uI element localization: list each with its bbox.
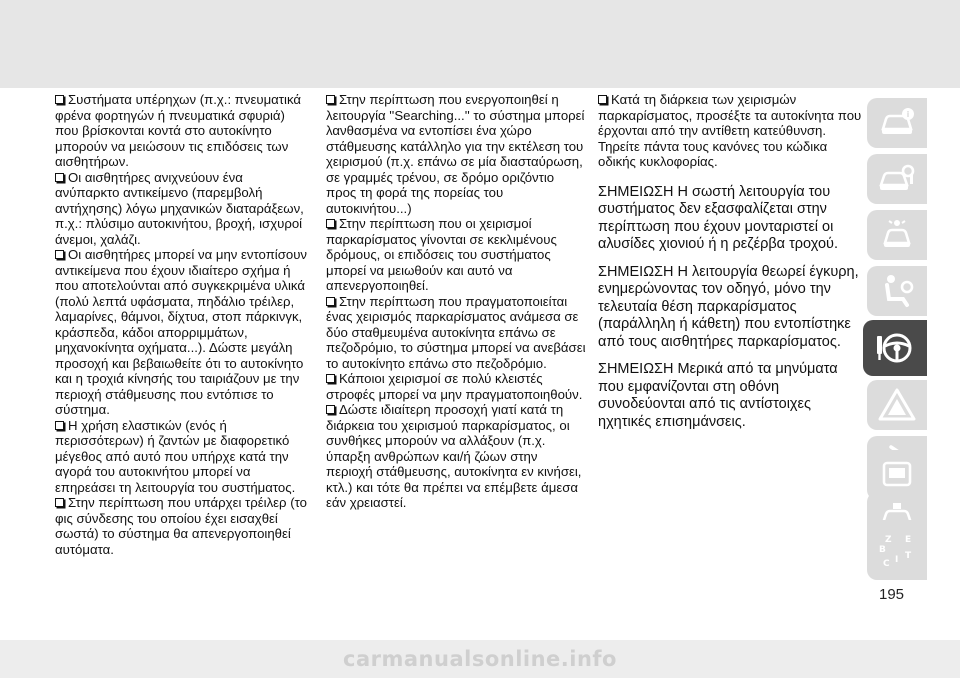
steering-wheel-icon: [875, 330, 915, 366]
note-paragraph: ΣΗΜΕΙΩΣΗ Η λειτουργία θεωρεί έγκυρη, ενημερώνοντας τον οδηγό, μόνο την τελευταία θέση παρκαρίσματος (παράλληλη ή κάθετη) που εντοπίστηκε από τους αισθητήρες παρκαρίσματος.: [598, 263, 859, 350]
bullet-paragraph: [55, 247, 310, 418]
bullet-text: Οι αισθητήρες μπορεί να μην εντοπίσουν αντικείμενα που έχουν ιδιαίτερο σχήμα ή που αποτελούνται από συγκεκριμένα υλικά (πολύ λεπτά υφάσματα, πηδάλιο τρέιλερ, λαμαρίνες, θάμνοι, δίχτυα, στοπ πάρκινγκ, κράσπεδα, κάδοι απορριμμάτων, μηχανοκίνητα οχήματα...). Δώστε μεγάλη προσοχή και βεβαιωθείτε ότι το αυτοκίνητο και η τροχιά κίνησής του ταιριάζουν με την περιοχή στάθμευσης που εντόπισε το σύστημα.: [55, 247, 307, 417]
car-key-icon: [877, 161, 917, 197]
checkbox-bullet-icon: [55, 250, 64, 259]
bullet-paragraph: [55, 495, 310, 557]
checkbox-bullet-icon: [326, 405, 335, 414]
bullet-paragraph: [326, 294, 586, 372]
checkbox-bullet-icon: [55, 421, 64, 430]
text-column-1: [55, 92, 310, 557]
bullet-text: Δώστε ιδιαίτερη προσοχή γιατί κατά τη διάρκεια του χειρισμού παρκαρίσματος, οι συνθήκες μπορούν να αλλάξουν (π.χ. ύπαρξη ανθρώπων και/ή ζώων στην περιοχή στάθμευσης, αυτοκίνητα εν κινήσει, κτλ.) και τότε θα πρέπει να επέμβετε άμεσα εάν χρειαστεί.: [326, 402, 582, 510]
alphabet-index-icon: [877, 527, 917, 573]
index-letter: E: [905, 535, 912, 545]
warning-triangle-icon: [877, 387, 917, 423]
car-lights-icon: [877, 217, 917, 253]
bullet-paragraph: [55, 92, 310, 170]
note-paragraph: ΣΗΜΕΙΩΣΗ Η σωστή λειτουργία του συστήματος δεν εξασφαλίζεται στην περίπτωση που έχουν μονταριστεί οι αλυσίδες χιονιού ή η ρεζέρβα τροχού.: [598, 183, 838, 252]
page-number: 195: [879, 586, 905, 603]
bullet-text: Συστήματα υπέρηχων (π.χ.: πνευματικά φρένα φορτηγών ή πνευματικά σφυριά) που βρίσκονται κοντά στο αυτοκίνητο μπορούν να μειώσουν τις επιδόσεις των αισθητήρων.: [55, 92, 301, 169]
index-letter: B: [879, 545, 886, 555]
bullet-text: Κάποιοι χειρισμοί σε πολύ κλειστές στροφές μπορεί να μην πραγματοποιηθούν.: [326, 371, 583, 402]
bullet-text: Στην περίπτωση που οι χειρισμοί παρκαρίσματος γίνονται σε κεκλιμένους δρόμους, οι επιδόσεις του συστήματος μπορεί να μειωθούν και αυτό να απενεργοποιηθεί.: [326, 216, 557, 293]
car-info-icon: [877, 105, 917, 141]
bullet-text: Στην περίπτωση που πραγματοποιείται ένας χειρισμός παρκαρίσματος ανάμεσα σε δύο σταθμευμένα αυτοκίνητα επάνω σε πεζοδρόμιο, το σύστημα μπορεί να ανεβάσει το αυτοκίνητο επάνω στο πεζοδρόμιο.: [326, 293, 586, 371]
watermark-band: [0, 640, 960, 678]
tab-steering-wheel[interactable]: [863, 320, 927, 376]
checkbox-bullet-icon: [326, 95, 335, 104]
tab-car-seat[interactable]: [867, 266, 927, 316]
bullet-paragraph: [326, 371, 586, 402]
bullet-text: Οι αισθητήρες ανιχνεύουν ένα ανύπαρκτο αντικείμενο (παρεμβολή αντήχησης) λόγω μηχανικών διαταράξεων, π.χ.: πλύσιμο αυτοκινήτου, βροχή, ισχυροί άνεμοι, χαλάζι.: [55, 169, 304, 247]
text-column-3: [598, 92, 862, 431]
tab-car-info[interactable]: [867, 98, 927, 148]
car-seat-icon: [877, 273, 917, 309]
bullet-paragraph: [598, 92, 862, 170]
bullet-paragraph: [326, 402, 586, 511]
tab-multimedia[interactable]: [867, 450, 927, 500]
index-letter: Z: [885, 535, 892, 545]
bullet-paragraph: [55, 170, 310, 248]
note-paragraph: ΣΗΜΕΙΩΣΗ Μερικά από τα μηνύματα που εμφανίζονται στη οθόνη συνοδεύονται από τις αντίστοιχες ηχητικές επισημάνσεις.: [598, 361, 838, 430]
checkbox-bullet-icon: [326, 219, 335, 228]
header-band: [0, 0, 960, 88]
bullet-text: Κατά τη διάρκεια των χειρισμών παρκαρίσματος, προσέξτε τα αυτοκίνητα που έρχονται από την αντίθετη κατεύθυνση. Τηρείτε πάντα τους κανόνες του κώδικα οδικής κυκλοφορίας.: [598, 92, 862, 169]
bullet-text: Στην περίπτωση που υπάρχει τρέιλερ (το φις σύνδεσης του οποίου έχει εισαχθεί σωστά) το σύστημα θα απενεργοποιηθεί αυτόματα.: [55, 495, 307, 557]
multimedia-icon: [877, 457, 917, 493]
bullet-paragraph: [326, 92, 586, 216]
checkbox-bullet-icon: [55, 95, 64, 104]
tab-alphabetical-index[interactable]: [867, 520, 927, 580]
tab-car-lights[interactable]: [867, 210, 927, 260]
bullet-text: Η χρήση ελαστικών (ενός ή περισσότερων) ή ζαντών με διαφορετικό μέγεθος από αυτό που υπήρχε κατά την αγορά του αυτοκινήτου μπορεί να επηρεάσει τη λειτουργία του συστήματος.: [55, 417, 296, 495]
bullet-paragraph: [55, 418, 310, 496]
checkbox-bullet-icon: [326, 374, 335, 383]
checkbox-bullet-icon: [55, 173, 64, 182]
checkbox-bullet-icon: [598, 95, 607, 104]
tab-car-key[interactable]: [867, 154, 927, 204]
bullet-paragraph: [326, 216, 586, 294]
text-column-2: [326, 92, 586, 511]
index-letter: T: [905, 551, 912, 561]
index-letter: I: [895, 555, 899, 565]
svg-text:i: i: [906, 110, 910, 119]
checkbox-bullet-icon: [326, 297, 335, 306]
bullet-text: Στην περίπτωση που ενεργοποιηθεί η λειτουργία ''Searching...'' το σύστημα μπορεί λανθασμένα να εντοπίσει ένα χώρο στάθμευσης κατάλληλο για την εκτέλεση του χειρισμού (π.χ. επάνω σε μία διασταύρωση, σε γραμμές τρένου, σε δρόμο οριζόντιο προς τη φορά της πορείας του αυτοκινήτου...): [326, 92, 585, 216]
tab-warning[interactable]: [867, 380, 927, 430]
watermark-text: carmanualsonline.info: [343, 647, 617, 671]
index-letter: C: [883, 559, 890, 569]
checkbox-bullet-icon: [55, 498, 64, 507]
